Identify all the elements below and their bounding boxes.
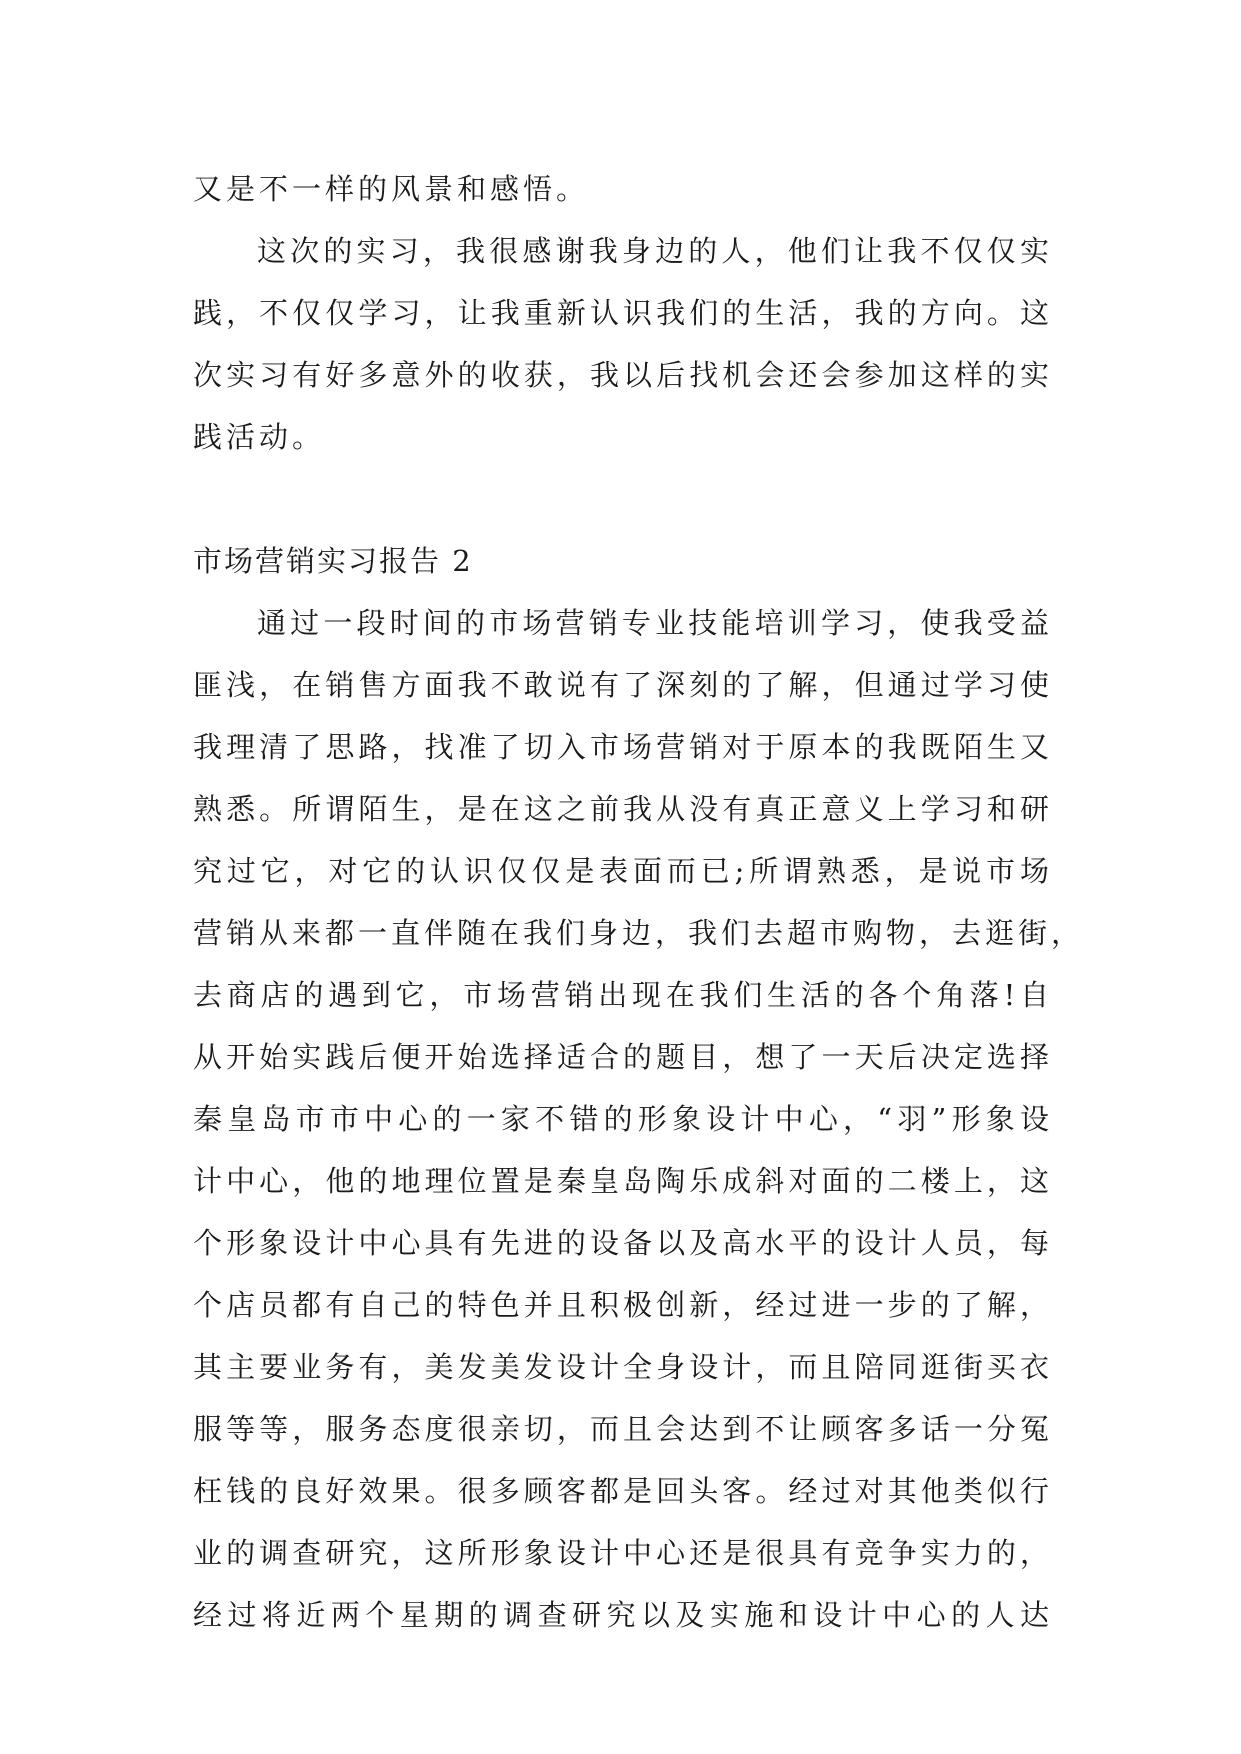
paragraph-gap <box>193 468 1053 530</box>
paragraph-report-body <box>193 592 1085 1646</box>
text-line: 匪浅，在销售方面我不敢说有了深刻的了解，但通过学习使 <box>193 668 1053 702</box>
text-line: 个形象设计中心具有先进的设备以及高水平的设计人员，每 <box>193 1226 1053 1260</box>
text-line: 究过它，对它的认识仅仅是表面而已;所谓熟悉，是说市场 <box>193 854 1053 888</box>
text-line: 计中心，他的地理位置是秦皇岛陶乐成斜对面的二楼上，这 <box>193 1164 1053 1198</box>
text-line: 业的调查研究，这所形象设计中心还是很具有竞争实力的， <box>193 1536 1053 1570</box>
text-line: 践，不仅仅学习，让我重新认识我们的生活，我的方向。这 <box>193 296 1053 330</box>
text-line: 通过一段时间的市场营销专业技能培训学习，使我受益 <box>257 606 1053 640</box>
paragraph-continuation <box>193 158 1053 220</box>
text-line: 服等等，服务态度很亲切，而且会达到不让顾客多话一分冤 <box>193 1412 1053 1446</box>
text-line: 熟悉。所谓陌生，是在这之前我从没有真正意义上学习和研 <box>193 792 1053 826</box>
text-line: 其主要业务有，美发美发设计全身设计，而且陪同逛街买衣 <box>193 1350 1053 1384</box>
paragraph-internship-thanks <box>193 220 1053 468</box>
text-line: 从开始实践后便开始选择适合的题目，想了一天后决定选择 <box>193 1040 1053 1074</box>
text-line: 我理清了思路，找准了切入市场营销对于原本的我既陌生又 <box>193 730 1053 764</box>
section-heading: 市场营销实习报告 2 <box>193 544 473 578</box>
text-line: 践活动。 <box>193 420 326 454</box>
document-body <box>193 158 1085 1646</box>
text-line: 个店员都有自己的特色并且积极创新，经过进一步的了解， <box>193 1288 1053 1322</box>
text-line: 又是不一样的风景和感悟。 <box>193 172 590 206</box>
text-line: 秦皇岛市市中心的一家不错的形象设计中心，“羽”形象设 <box>193 1102 1053 1136</box>
text-line: 次实习有好多意外的收获，我以后找机会还会参加这样的实 <box>193 358 1053 392</box>
text-line: 这次的实习，我很感谢我身边的人，他们让我不仅仅实 <box>257 234 1053 268</box>
text-line: 经过将近两个星期的调查研究以及实施和设计中心的人达 <box>193 1598 1053 1632</box>
text-line: 营销从来都一直伴随在我们身边，我们去超市购物，去逛街， <box>193 916 1085 950</box>
text-line: 枉钱的良好效果。很多顾客都是回头客。经过对其他类似行 <box>193 1474 1053 1508</box>
text-line: 去商店的遇到它，市场营销出现在我们生活的各个角落!自 <box>193 978 1053 1012</box>
